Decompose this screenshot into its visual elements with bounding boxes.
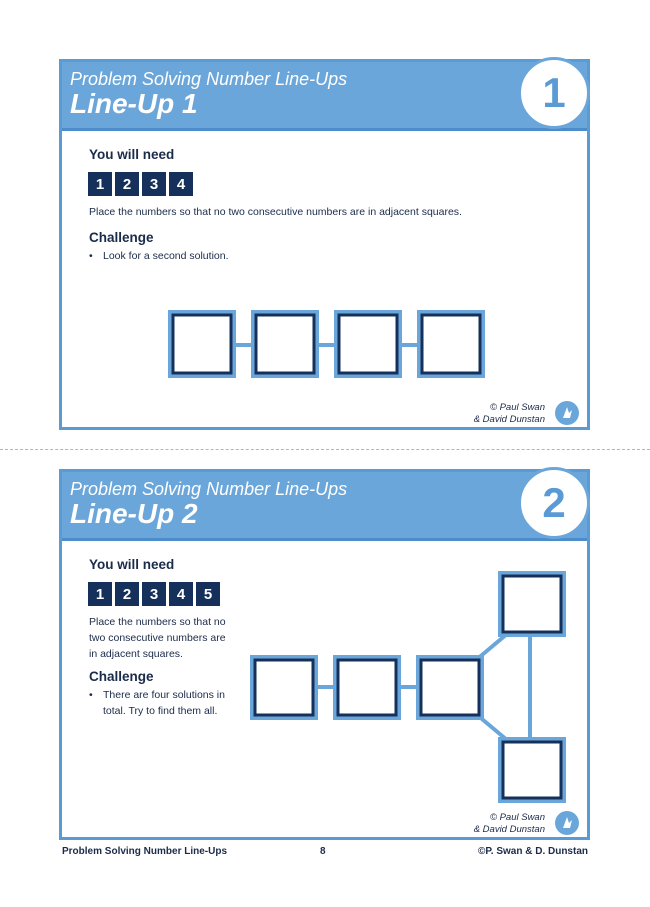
card-title: Line-Up 2	[70, 498, 198, 529]
number-tile[interactable]: 4	[169, 582, 193, 606]
card-line-up-1	[59, 59, 590, 430]
number-tile[interactable]: 2	[115, 172, 139, 196]
publisher-logo-icon	[555, 401, 579, 425]
number-tile[interactable]: 1	[88, 582, 112, 606]
number-tile[interactable]: 2	[115, 582, 139, 606]
bullet-line: There are four solutions in	[103, 689, 225, 701]
credit-line: © Paul Swan	[489, 402, 545, 413]
number-tile[interactable]: 5	[196, 582, 220, 606]
instruction-line: Place the numbers so that no	[89, 616, 226, 628]
card-number-badge: 1	[518, 57, 590, 129]
number-tile[interactable]: 4	[169, 172, 193, 196]
footer-book-title: Problem Solving Number Line-Ups	[62, 846, 228, 857]
number-tile[interactable]: 1	[88, 172, 112, 196]
answer-square[interactable]	[250, 655, 318, 720]
answer-square[interactable]	[168, 310, 236, 378]
bullet-text: Look for a second solution.	[103, 250, 229, 262]
credit-line: © Paul Swan	[489, 812, 545, 823]
number-tile[interactable]: 3	[142, 582, 166, 606]
publisher-logo-icon	[555, 811, 579, 835]
card-subtitle: Problem Solving Number Line-Ups	[70, 479, 348, 499]
challenge-heading: Challenge	[89, 230, 154, 245]
instruction-line: two consecutive numbers are	[89, 632, 226, 644]
line-up-diagram	[62, 472, 587, 837]
answer-square[interactable]	[417, 310, 485, 378]
answer-square[interactable]	[498, 571, 566, 637]
credit-line: & David Dunstan	[473, 824, 545, 835]
line-up-diagram	[62, 62, 587, 427]
number-tile[interactable]: 3	[142, 172, 166, 196]
instruction-line: in adjacent squares.	[89, 648, 183, 660]
footer-copyright: ©P. Swan & D. Dunstan	[478, 846, 588, 857]
credit-line: & David Dunstan	[473, 414, 545, 425]
instruction-text: Place the numbers so that no two consecutive numbers are in adjacent squares.	[89, 206, 462, 218]
answer-square[interactable]	[416, 655, 484, 720]
footer-page-number: 8	[320, 846, 326, 857]
copyright-credit	[474, 812, 545, 836]
you-will-need-heading: You will need	[89, 147, 175, 162]
challenge-heading: Challenge	[89, 669, 154, 684]
card-number-badge: 2	[518, 467, 590, 539]
bullet-line: total. Try to find them all.	[103, 705, 218, 717]
card-line-up-2	[59, 469, 590, 840]
cut-line-divider	[0, 449, 650, 450]
card-subtitle: Problem Solving Number Line-Ups	[70, 69, 348, 89]
answer-square[interactable]	[251, 310, 319, 378]
answer-square[interactable]	[334, 310, 402, 378]
answer-square[interactable]	[333, 655, 401, 720]
you-will-need-heading: You will need	[89, 557, 175, 572]
card-title: Line-Up 1	[70, 88, 198, 119]
bullet-icon: •	[89, 689, 93, 701]
copyright-credit	[474, 402, 545, 426]
bullet-icon: •	[89, 250, 93, 262]
answer-square[interactable]	[498, 737, 566, 803]
